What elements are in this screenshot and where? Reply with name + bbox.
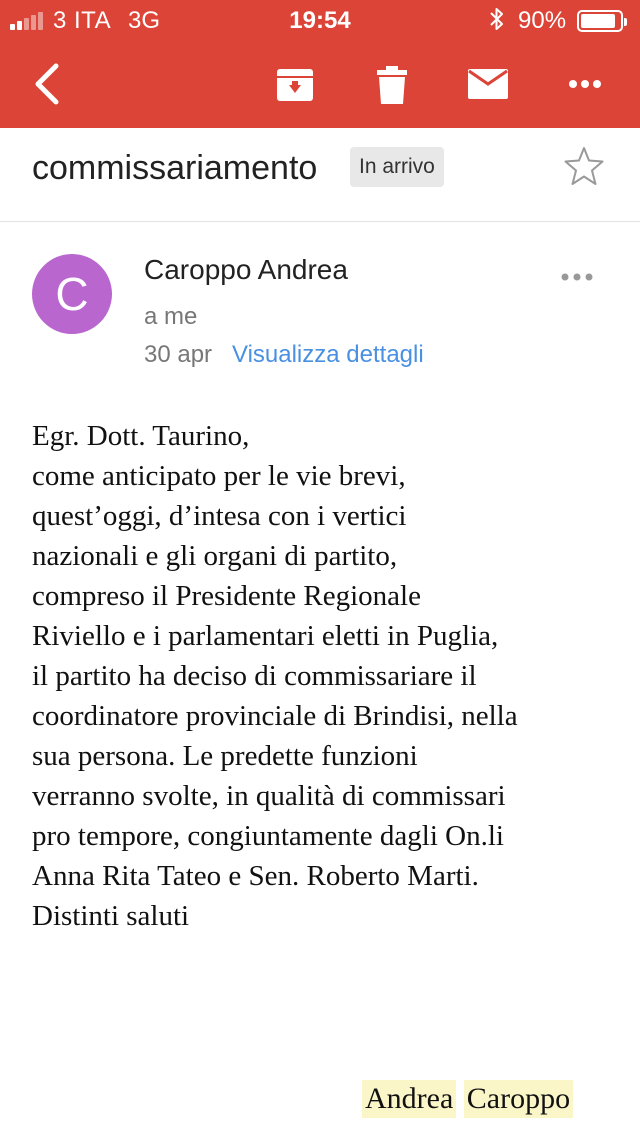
body-line: come anticipato per le vie brevi, <box>32 460 406 492</box>
app-header <box>0 0 640 128</box>
body-line: compreso il Presidente Regionale <box>32 580 421 612</box>
body-line: il partito ha deciso di commissariare il <box>32 660 477 692</box>
signature <box>362 1080 573 1118</box>
signature-first-name: Andrea <box>362 1080 456 1118</box>
subject-row <box>0 128 640 222</box>
body-line: nazionali e gli organi di partito, <box>32 540 398 572</box>
body-line: Anna Rita Tateo e Sen. Roberto Marti. <box>32 860 479 892</box>
avatar[interactable]: C <box>32 254 112 334</box>
message-body <box>32 416 612 936</box>
message-options-button[interactable] <box>560 262 606 292</box>
signature-last-name: Caroppo <box>464 1080 573 1118</box>
star-button[interactable] <box>562 144 606 188</box>
body-line: coordinatore provinciale di Brindisi, nella <box>32 700 518 732</box>
carrier-name: 3 ITA <box>53 7 112 34</box>
body-line: Riviello e i parlamentari eletti in Puglia, <box>32 620 499 652</box>
status-time: 19:54 <box>289 7 351 34</box>
delete-button[interactable] <box>368 60 416 110</box>
body-line: pro tempore, congiuntamente dagli On.li <box>32 820 504 852</box>
archive-icon <box>275 65 315 105</box>
battery-percent: 90% <box>518 7 567 34</box>
more-horizontal-icon <box>560 272 594 282</box>
sender-name[interactable]: Caroppo Andrea <box>144 254 348 285</box>
recipient-label: a me <box>144 303 198 330</box>
network-type: 3G <box>128 7 161 34</box>
chevron-left-icon <box>32 62 60 106</box>
archive-button[interactable] <box>270 60 320 110</box>
battery-icon <box>577 10 623 32</box>
more-options-button[interactable] <box>560 60 610 108</box>
view-details-link[interactable]: Visualizza dettagli <box>232 341 424 368</box>
body-line: Distinti saluti <box>32 900 190 932</box>
bluetooth-icon <box>489 6 505 32</box>
mark-unread-button[interactable] <box>460 60 516 108</box>
status-bar <box>0 0 640 40</box>
inbox-label-chip[interactable]: In arrivo <box>350 147 444 187</box>
back-button[interactable] <box>22 58 70 110</box>
body-line: verranno svolte, in qualità di commissari <box>32 780 506 812</box>
star-icon <box>562 144 606 188</box>
trash-icon <box>376 65 408 105</box>
email-date: 30 apr <box>144 341 213 368</box>
body-line: sua persona. Le predette funzioni <box>32 740 418 772</box>
more-horizontal-icon <box>568 79 602 89</box>
envelope-icon <box>467 68 509 100</box>
body-line: Egr. Dott. Taurino, <box>32 420 250 452</box>
body-line: quest’oggi, d’intesa con i vertici <box>32 500 407 532</box>
email-subject: commissariamento <box>32 149 318 187</box>
